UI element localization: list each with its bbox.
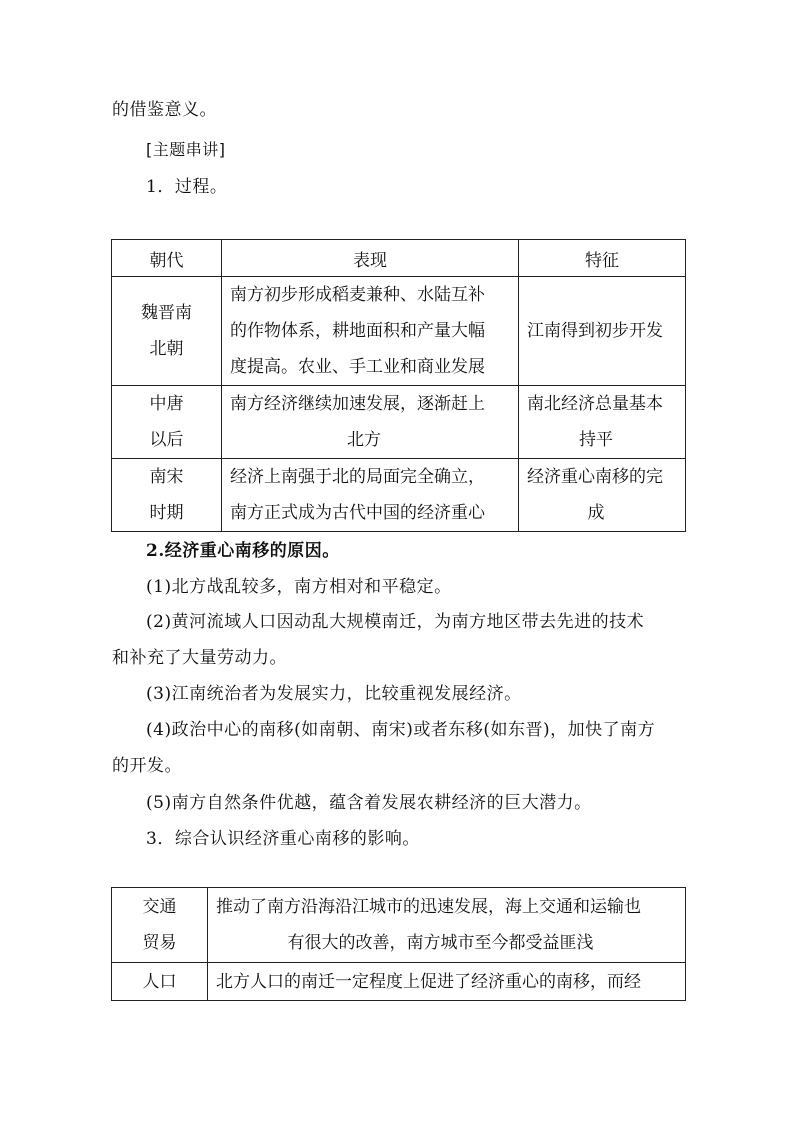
cell-line: 经济重心南移的完: [527, 467, 663, 487]
dynasty-cell: [112, 277, 222, 386]
cell-line: 时期: [149, 503, 184, 523]
cell-line: 南宋: [149, 467, 184, 487]
process-table: [111, 239, 686, 532]
cell-line: 经济上南强于北的局面完全确立，: [230, 467, 485, 487]
section-heading-reasons: 2.经济重心南移的原因。: [146, 541, 340, 561]
table-row: [112, 888, 686, 963]
cell-line: 贸易: [142, 933, 177, 953]
cell-line: 南北经济总量基本: [527, 394, 663, 414]
feature-cell: [519, 277, 686, 386]
cell-line: 北朝: [149, 339, 184, 359]
cell-line: 南方经济继续加速发展，逐渐赶上: [230, 394, 485, 414]
dynasty-cell: [112, 386, 222, 459]
cell-line: 人口: [142, 971, 177, 992]
impact-table: [111, 887, 686, 1001]
cell-line: 魏晋南: [141, 303, 192, 323]
cell-line: 交通: [142, 897, 177, 917]
section-heading-process: 1．过程。: [146, 177, 228, 197]
cell-line: 推动了南方沿海沿江城市的迅速发展，海上交通和运输也: [216, 897, 641, 917]
table-row: [112, 277, 686, 386]
table-row: [112, 386, 686, 459]
table-row: [112, 963, 686, 1001]
content-cell: [208, 963, 686, 1001]
cell-line: 北方人口的南迁一定程度上促进了经济重心的南移，而经: [216, 971, 641, 992]
category-cell: [112, 963, 208, 1001]
header-performance: 表现: [222, 240, 519, 277]
reason-item: (1)北方战乱较多，南方相对和平稳定。: [146, 577, 452, 597]
cell-line: 中唐: [149, 394, 184, 414]
description-cell: [222, 459, 519, 532]
cell-line: 有很大的改善，南方城市至今都受益匪浅: [287, 933, 594, 953]
cell-line: 以后: [149, 430, 184, 450]
cell-line: 度提高。农业、手工业和商业发展: [230, 357, 485, 377]
header-feature: 特征: [519, 240, 686, 277]
table-row: [112, 459, 686, 532]
section-heading-impact: 3．综合认识经济重心南移的影响。: [146, 829, 420, 849]
reason-item: (2)黄河流域人口因动乱大规模南迁，为南方地区带去先进的技术: [146, 612, 645, 632]
reason-item-continued: 的开发。: [112, 756, 182, 776]
paragraph-text: 的借鉴意义。: [112, 100, 217, 120]
cell-line: 持平: [579, 430, 613, 450]
feature-cell: [519, 459, 686, 532]
cell-line: 北方: [347, 430, 381, 450]
cell-line: 南方正式成为古代中国的经济重心: [230, 503, 485, 523]
feature-cell: [519, 386, 686, 459]
table-header-row: [112, 240, 686, 277]
header-dynasty: 朝代: [112, 240, 222, 277]
cell-line: 南方初步形成稻麦兼种、水陆互补: [230, 285, 485, 305]
category-cell: [112, 888, 208, 963]
section-tag: [主题串讲]: [146, 140, 226, 159]
description-cell: [222, 386, 519, 459]
reason-item: (4)政治中心的南移(如南朝、南宋)或者东移(如东晋)，加快了南方: [146, 720, 656, 740]
description-cell: [222, 277, 519, 386]
cell-line: 江南得到初步开发: [527, 321, 663, 341]
dynasty-cell: [112, 459, 222, 532]
cell-line: 的作物体系，耕地面积和产量大幅: [230, 321, 485, 341]
reason-item: (5)南方自然条件优越，蕴含着发展农耕经济的巨大潜力。: [146, 793, 592, 813]
cell-line: 成: [587, 503, 605, 523]
reason-item: (3)江南统治者为发展实力，比较重视发展经济。: [146, 684, 522, 704]
reason-item-continued: 和补充了大量劳动力。: [112, 648, 287, 668]
content-cell: [208, 888, 686, 963]
